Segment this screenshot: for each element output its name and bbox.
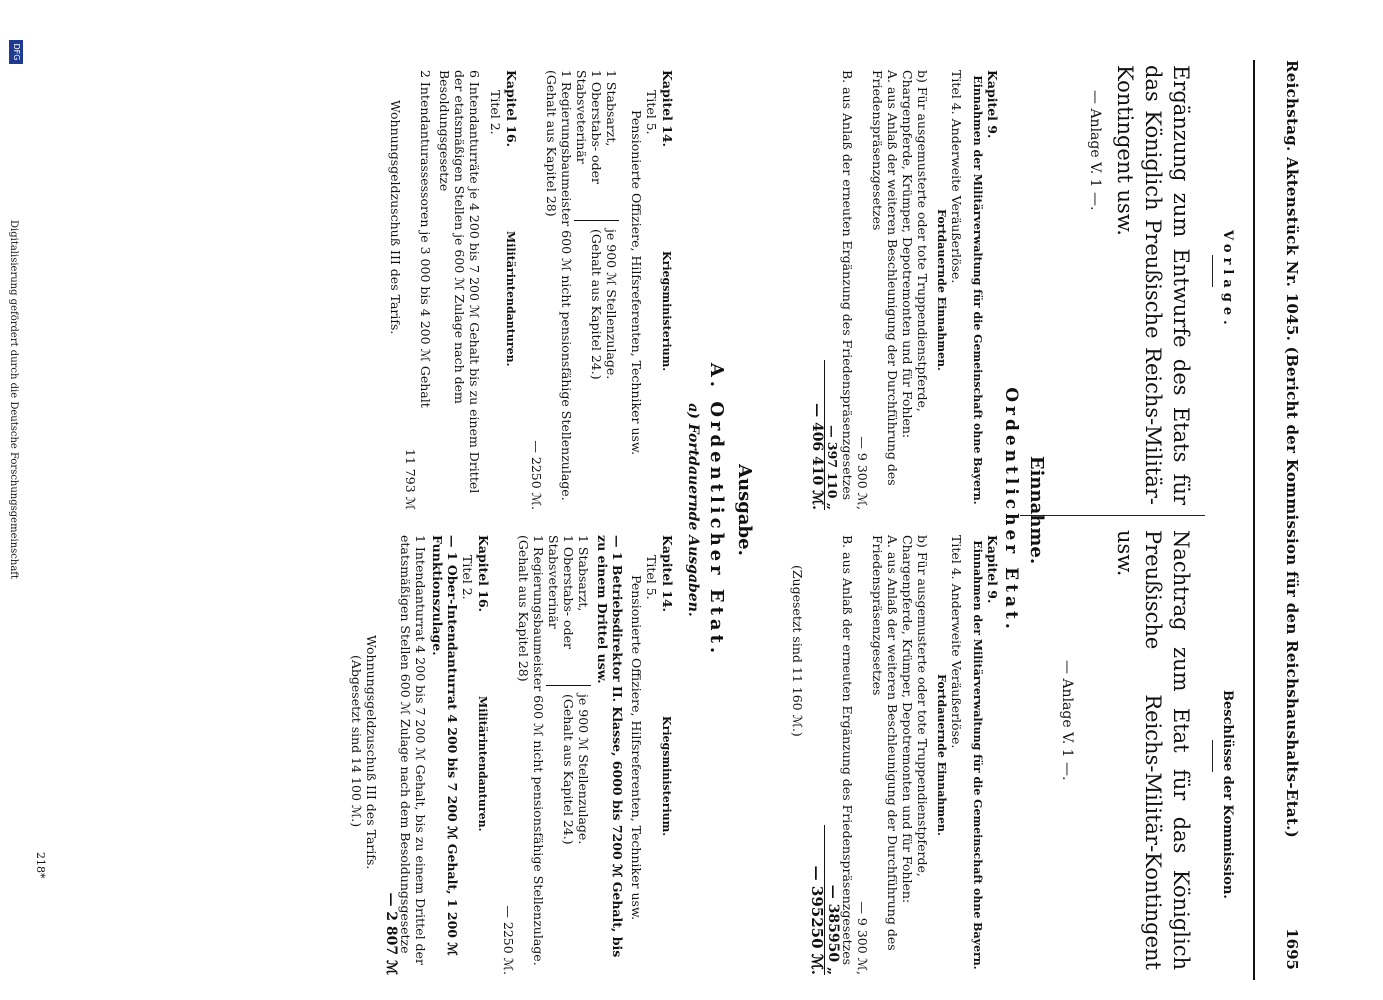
line-veterinaer: 1 Oberstabs- oder Stabsveterinär — [546, 535, 576, 649]
line-stabsarzt: 1 Stabsarzt, — [576, 535, 591, 612]
line-stabsarzt: 1 Stabsarzt, — [604, 70, 619, 147]
kriegsministerium-label: Kriegsministerium. — [660, 716, 673, 837]
einnahme-total: — 406 410 ℳ. — [809, 360, 825, 510]
title-beschluesse: Nachtrag zum Etat für das Königlich Preußische Reichs-Militär-Kontingent usw. — [1113, 530, 1193, 970]
page-number: 1695 — [1283, 928, 1301, 970]
ausgabe-heading: Ausgabe. — [734, 464, 755, 556]
header-rule — [1253, 60, 1255, 980]
kapitel-14-label: Kapitel 14. — [660, 535, 675, 613]
einnahme-heading: Einnahme. — [1026, 455, 1047, 565]
kapitel-desc: Einnahmen der Militärverwaltung für die Gemeinschaft ohne Bayern. — [971, 75, 984, 505]
line-baumeister: 1 Regierungsbaumeister 600 ℳ nicht pensionsfähige Stellenzulage. (Gehalt aus Kapitel 28) — [516, 535, 546, 966]
item-b: b) Für ausgemusterte oder tote Truppendienstpferde, Chargenpferde, Krümper, Depotremonten und für Fohlen: — [900, 535, 930, 904]
item-a: A. aus Anlaß der weiteren Beschleunigung der Durchführung des Friedenspräsenzgesetzes — [870, 70, 900, 486]
item-a-value: — 9 300 ℳ, — [855, 901, 870, 975]
kapitel-desc: Einnahmen der Militärverwaltung für die Gemeinschaft ohne Bayern. — [971, 540, 984, 970]
titel-5-desc: Pensionierte Offiziere, Hilfsreferenten, Techniker usw. — [629, 575, 644, 921]
item-assessoren: 2 Intendanturassessoren je 3 000 bis 4 200 ℳ Gehalt — [418, 70, 433, 408]
fortdauernde-label: Fortdauernde Einnahmen. — [935, 209, 948, 371]
titel-5-label: Titel 5. — [644, 90, 659, 135]
einnahme-vorlage — [809, 70, 1000, 510]
item-intendanturraete: 6 Intendanturräte je 4 200 bis 7 200 ℳ Gehalt bis zu einem Drittel der etatsmäßigen Stellen je 600 ℳ Zulage nach dem Besoldungsgesetze — [437, 70, 482, 494]
einnahme-subheading: Ordentlicher Etat. — [1001, 387, 1021, 633]
wohnungsgeld: Wohnungsgeldzuschuß III des Tarifs. — [364, 635, 379, 870]
kapitel-16-label: Kapitel 16. — [476, 535, 491, 613]
titel-5-label: Titel 5. — [644, 555, 659, 600]
item-intendanturrat-value: — 2 807 ℳ — [383, 892, 399, 975]
column-divider — [1020, 515, 1205, 516]
item-b2-value: — 385950 „ — [825, 884, 841, 975]
einnahme-note: (Zugesetzt sind 11 160 ℳ.) — [790, 565, 805, 737]
line-baumeister: 1 Regierungsbaumeister 600 ℳ nicht pensionsfähige Stellenzulage. (Gehalt aus Kapitel 28) — [544, 70, 574, 501]
dfg-logo: DFG — [9, 40, 23, 64]
ausgabe-note: (Abgesetzt sind 14 100 ℳ.) — [349, 655, 364, 828]
brace-note: je 900 ℳ Stellenzulage. (Gehalt aus Kapitel 24.) — [574, 220, 619, 429]
short-rule — [1212, 255, 1213, 287]
item-b2: B. aus Anlaß der erneuten Ergänzung des Friedenspräsenzgesetzes — [840, 535, 855, 966]
titel-label: Titel 4. Anderweite Veräußerlöse. — [949, 70, 964, 284]
rotated-document-page — [8, 40, 1315, 980]
militaerintendanturen-label: Militärintendanturen. — [476, 696, 489, 832]
kap14-total: — 2250 ℳ. — [501, 905, 516, 975]
titel-2-label: Titel 2. — [460, 555, 475, 600]
running-header: Reichstag. Aktenstück Nr. 1045. (Bericht der Kommission für den Reichshaushalts-Etat.) — [1283, 60, 1301, 839]
item-b: b) Für ausgemusterte oder tote Truppendienstpferde, Chargenpferde, Krümper, Depotremonten und für Fohlen: — [900, 70, 930, 439]
brace-note: je 900 ℳ Stellenzulage. (Gehalt aus Kapitel 24.) — [546, 685, 591, 894]
anlage-right: — Anlage V. 1 —. — [1059, 660, 1075, 781]
kapitel-label: Kapitel 9. — [985, 535, 1000, 604]
ausgabe-beschluesse — [349, 535, 675, 975]
column-heading-beschluesse: Beschlüsse der Kommission. — [1220, 690, 1235, 899]
item-intendanturrat: 1 Intendanturrat 4 200 bis 7 200 ℳ Gehalt, bis zu einem Drittel der etatsmäßigen Stellen 600 ℳ Zulage nach dem Besoldungsgesetze — [398, 535, 428, 965]
titel-5-desc: Pensionierte Offiziere, Hilfsreferenten, Techniker usw. — [629, 110, 644, 456]
einnahme-total: — 395250 ℳ. — [809, 825, 825, 975]
kapitel-16-label: Kapitel 16. — [504, 70, 519, 148]
anlage-left: — Anlage V. 1 —. — [1087, 90, 1103, 211]
einnahme-beschluesse — [790, 535, 1000, 975]
title-vorlage: Ergänzung zum Entwurfe des Etats für das Königlich Preußische Reichs-Militär-Kontingent usw. — [1113, 65, 1193, 505]
titel-2-label: Titel 2. — [488, 90, 503, 135]
item-a: A. aus Anlaß der weiteren Beschleunigung der Durchführung des Friedenspräsenzgesetzes — [870, 535, 900, 951]
ausgabe-subheading: A. Ordentlicher Etat. — [706, 362, 727, 658]
militaerintendanturen-label: Militärintendanturen. — [504, 231, 517, 367]
wohnungsgeld: Wohnungsgeldzuschuß III des Tarifs. — [388, 100, 403, 335]
digitization-note: Digitalisierung gefördert durch die Deutsche Forschungsgemeinschaft — [8, 220, 19, 579]
item-b2: B. aus Anlaß der erneuten Ergänzung des Friedenspräsenzgesetzes — [840, 70, 855, 501]
column-heading-vorlage: Vorlage. — [1220, 230, 1235, 330]
kriegsministerium-label: Kriegsministerium. — [660, 251, 673, 372]
betriebsdirektor-line: — 1 Betriebsdirektor II. Klasse, 6000 bis 7200 ℳ Gehalt, bis zu einem Drittel usw. — [595, 535, 625, 958]
line-veterinaer: 1 Oberstabs- oder Stabsveterinär — [574, 70, 604, 184]
kapitel-14-label: Kapitel 14. — [660, 70, 675, 148]
kapitel-label: Kapitel 9. — [985, 70, 1000, 139]
item-a-value: — 9 300 ℳ, — [855, 436, 870, 510]
item-b2-value: — 397 110 „ — [825, 425, 840, 510]
item-assessoren-value: 11 793 ℳ — [403, 448, 418, 510]
titel-label: Titel 4. Anderweite Veräußerlöse. — [949, 535, 964, 749]
ober-intendanturrat-line: — 1 Ober-Intendanturrat 4 200 bis 7 200 ℳ Gehalt, 1 200 ℳ Funktionszulage. — [430, 535, 460, 956]
short-rule — [1212, 740, 1213, 772]
ausgabe-vorlage — [388, 70, 675, 510]
fortdauernde-label: Fortdauernde Einnahmen. — [935, 674, 948, 836]
fortdauernde-ausgaben: a) Fortdauernde Ausgaben. — [685, 403, 701, 617]
kap14-total: — 2250 ℳ. — [529, 440, 544, 510]
page-mark: 218* — [34, 852, 47, 879]
